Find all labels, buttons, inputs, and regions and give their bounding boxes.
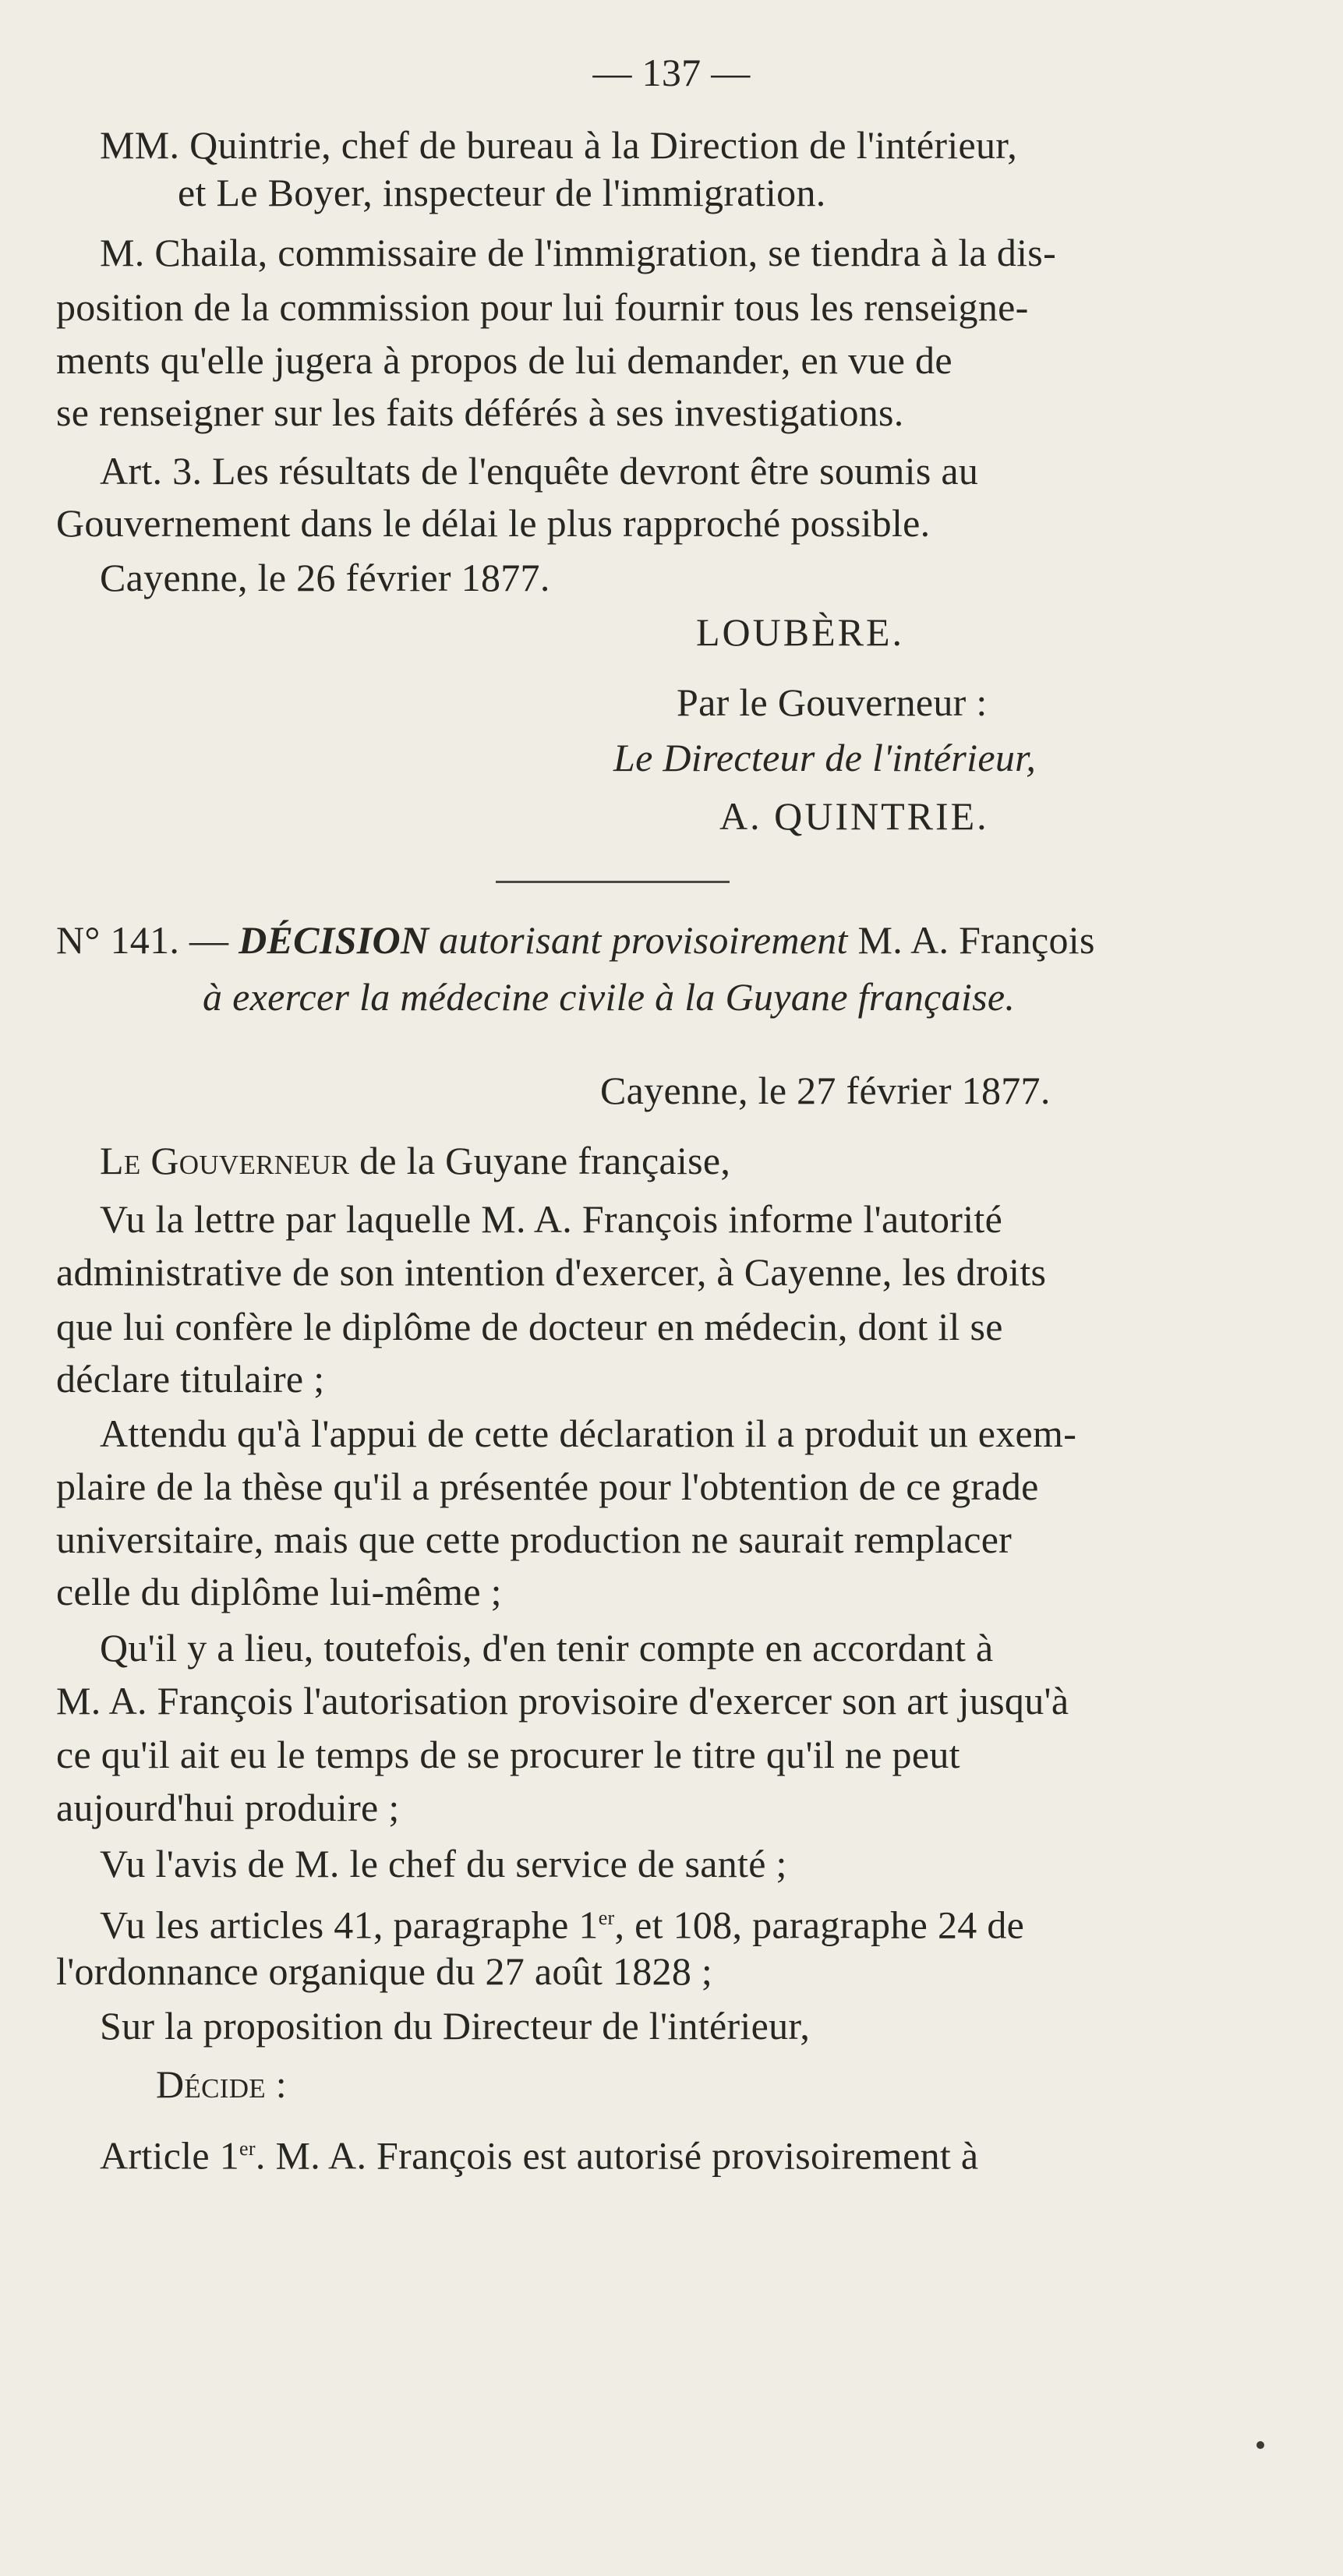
date-line: Cayenne, le 26 février 1877. [100,556,550,599]
text-line: que lui confère le diplôme de docteur en médecin, dont il se [56,1305,1003,1348]
text-line: aujourd'hui produire ; [56,1786,400,1829]
decision-subject: M. A. François [857,918,1095,962]
text-line [100,1896,1253,1948]
text-line: Gouvernement dans le délai le plus rapproché possible. [56,501,931,545]
gouverneur-line [100,1138,1035,1183]
text-line: Art. 3. Les résultats de l'enquête devront être soumis au [100,449,979,493]
text-line: Vu l'avis de M. le chef du service de santé ; [100,1842,787,1885]
decision-title-rest: autorisant provisoirement [439,918,848,962]
decision-heading-line2: à exercer la médecine civile à la Guyane française. [203,975,1016,1019]
text-line: M. Chaila, commissaire de l'immigration, se tiendra à la dis- [100,231,1057,274]
separator-rule [496,881,730,883]
text-fragment: Vu les articles 41, paragraphe 1 [100,1903,599,1947]
text-line: se renseigner sur les faits déférés à ses investigations. [56,390,904,434]
text-line: l'ordonnance organique du 27 août 1828 ; [56,1949,713,1993]
text-line: plaire de la thèse qu'il a présentée pour l'obtention de ce grade [56,1465,1039,1508]
text-line: Sur la proposition du Directeur de l'intérieur, [100,2004,811,2048]
dateline: Cayenne, le 27 février 1877. [600,1069,1051,1112]
text-line: administrative de son intention d'exercer, à Cayenne, les droits [56,1250,1047,1294]
signature-title: Le Directeur de l'intérieur, [613,736,1037,779]
superscript: er [598,1906,615,1929]
superscript: er [239,2137,256,2160]
signature-par: Par le Gouverneur : [677,680,988,724]
text-line: ments qu'elle jugera à propos de lui demander, en vue de [56,338,952,382]
text-line: Attendu qu'à l'appui de cette déclaration il a produit un exem- [100,1412,1077,1455]
text-line: M. A. François l'autorisation provisoire d'exercer son art jusqu'à [56,1679,1069,1723]
text-line: MM. Quintrie, chef de bureau à la Direction de l'intérieur, [100,123,1018,167]
gouverneur-word: Gouverneur [150,1139,350,1182]
signature-name: LOUBÈRE. [696,610,905,654]
decision-heading [56,917,1272,963]
text-line: universitaire, mais que cette production ne saurait remplacer [56,1518,1013,1561]
text-line: Vu la lettre par laquelle M. A. François informe l'autorité [100,1197,1003,1241]
gouverneur-rest: de la Guyane française, [359,1139,731,1182]
ink-speck [1256,2441,1264,2449]
text-line: et Le Boyer, inspecteur de l'immigration. [178,171,826,214]
text-fragment: , et 108, paragraphe 24 de [614,1903,1025,1947]
decision-title: DÉCISION [239,918,429,962]
text-fragment: Article 1 [100,2133,240,2178]
text-line: déclare titulaire ; [56,1357,325,1401]
text-line: celle du diplôme lui-même ; [56,1570,502,1613]
signature-signer: A. QUINTRIE. [719,794,989,838]
page-number: — 137 — [592,51,751,94]
text-fragment: . M. A. François est autorisé provisoirement à [255,2133,979,2178]
text-line [100,2126,1253,2178]
text-line: position de la commission pour lui fournir tous les renseigne- [56,285,1029,329]
decision-number: N° 141. — [56,918,229,962]
decide-heading: Décide : [156,2062,287,2106]
text-line: Qu'il y a lieu, toutefois, d'en tenir compte en accordant à [100,1626,994,1670]
text-line: ce qu'il ait eu le temps de se procurer le titre qu'il ne peut [56,1733,960,1776]
gouverneur-le: Le [100,1139,141,1182]
